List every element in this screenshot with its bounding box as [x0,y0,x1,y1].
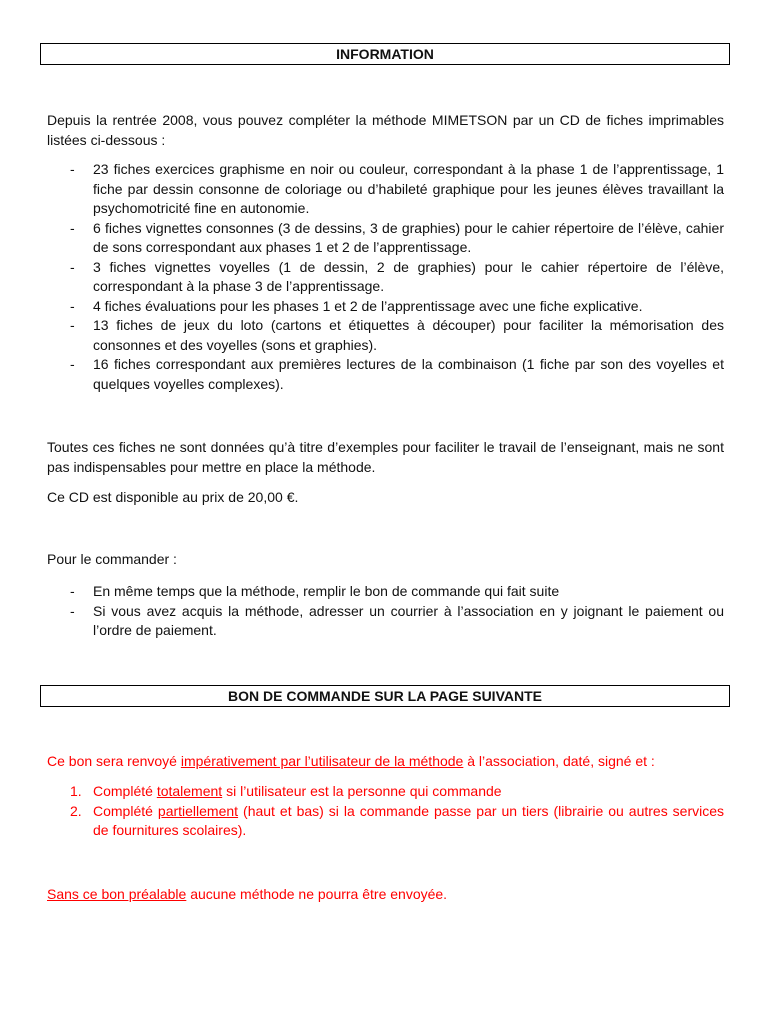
conditions-list [47,782,724,841]
list-item: - Si vous avez acquis la méthode, adresser un courrier à l’association en y joignant le paiement ou l’ordre de paiement. [70,602,724,638]
order-intro: Pour le commander : [47,551,177,567]
list-item: 2. Complété partiellement (haut et bas) si la commande passe par un tiers (librairie ou autres services de fournitures scolaires). [70,802,725,838]
information-title: INFORMATION [336,46,434,62]
list-item: 1. Complété totalement si l’utilisateur est la personne qui commande [70,783,502,799]
list-item: - 6 fiches vignettes consonnes (3 de dessins, 3 de graphies) pour le cahier répertoire de l’élève, cahier de sons correspondant aux phases 1 et 2 de l’apprentissage. [70,219,724,255]
list-item: - 3 fiches vignettes voyelles (1 de dessin, 2 de graphies) pour le cahier répertoire de l’élève, correspondant à la phase 3 de l’apprentissage. [70,258,724,294]
fiches-list [47,160,724,394]
information-header-box [40,43,730,65]
note-paragraph: Toutes ces fiches ne sont données qu’à titre d’exemples pour faciliter le travail de l’enseignant, mais ne sont pas indispensables pour mettre en place la méthode. [47,439,724,475]
list-item: - 13 fiches de jeux du loto (cartons et étiquettes à découper) pour faciliter la mémorisation des consonnes et des voyelles (sons et graphies). [70,317,724,353]
order-box-title: BON DE COMMANDE SUR LA PAGE SUIVANTE [228,688,542,704]
order-header-box [40,685,730,707]
list-item: - 23 fiches exercices graphisme en noir ou couleur, correspondant à la phase 1 de l’apprentissage, 1 fiche par dessin consonne de coloriage ou d’habileté graphique pour les jeunes élèves travaillant la psychomotricité fine en autonomie. [70,161,724,216]
list-item: - En même temps que la méthode, remplir le bon de commande qui fait suite [70,583,560,599]
order-list [47,582,724,641]
final-warning: Sans ce bon préalable aucune méthode ne pourra être envoyée. [47,886,448,902]
list-item: - 16 fiches correspondant aux premières lectures de la combinaison (1 fiche par son des voyelles et quelques voyelles complexes). [70,356,724,392]
intro-paragraph: Depuis la rentrée 2008, vous pouvez compléter la méthode MIMETSON par un CD de fiches imprimables listées ci-dessous : [47,112,724,148]
list-item: - 4 fiches évaluations pour les phases 1 et 2 de l’apprentissage avec une fiche explicative. [70,297,643,314]
price-paragraph: Ce CD est disponible au prix de 20,00 €. [47,489,299,505]
red-instructions: Ce bon sera renvoyé impérativement par l’utilisateur de la méthode à l’association, daté, signé et : [47,753,655,769]
